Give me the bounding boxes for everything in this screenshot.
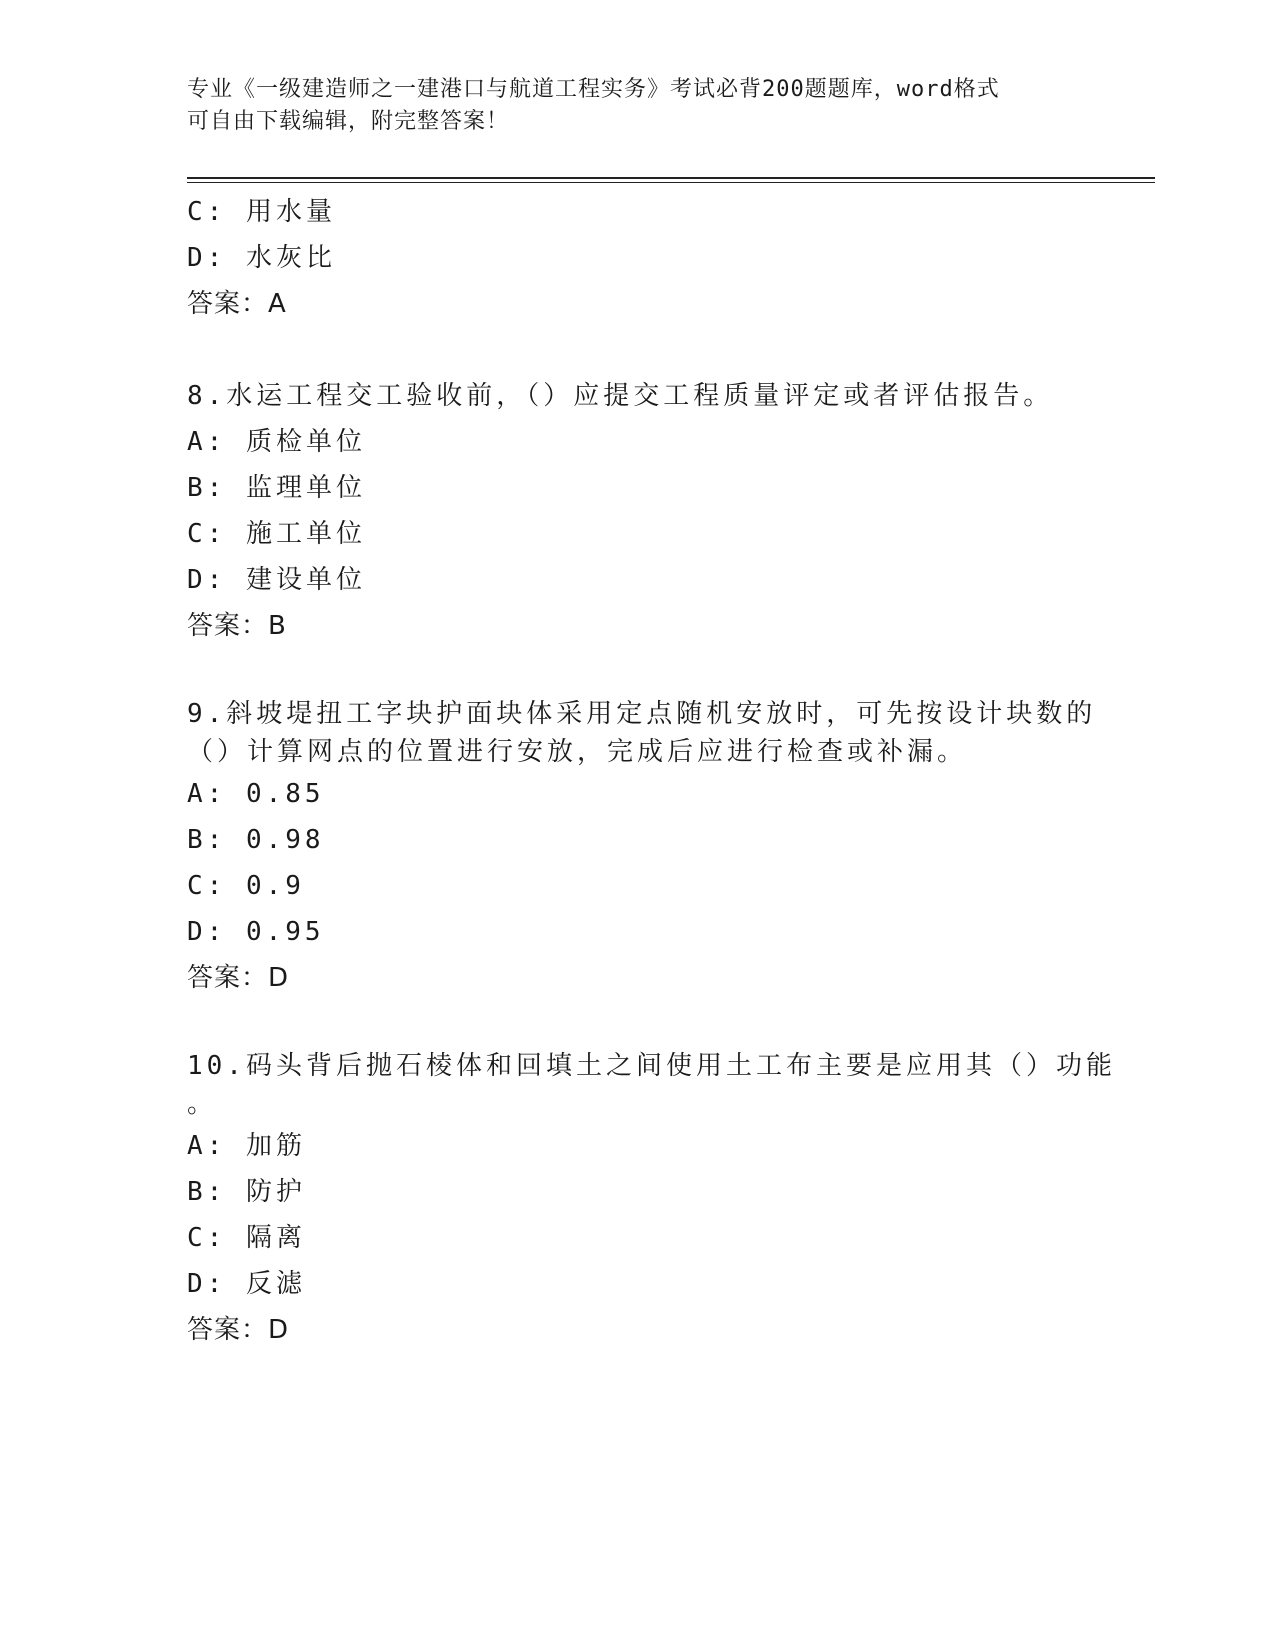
option-c: C: 0.9 [187,871,305,901]
question-7-tail [187,189,1087,327]
question-10 [187,1047,1116,1353]
question-text-line-1: 9.斜坡堤扭工字块护面块体采用定点随机安放时，可先按设计块数的 [187,699,1097,729]
option-d: D: 建设单位 [187,565,366,595]
question-text-line-2: 。 [187,1089,218,1119]
header-divider-bottom [187,182,1155,183]
option-a: A: 质检单位 [187,427,366,457]
question-text-line-2: （）计算网点的位置进行安放，完成后应进行检查或补漏。 [187,737,968,767]
answer: 答案：A [187,289,287,319]
option-b: B: 防护 [187,1177,306,1207]
question-8 [187,373,1087,649]
header-line-2: 可自由下载编辑，附完整答案！ [187,109,510,134]
question-9 [187,695,1097,1001]
answer: 答案：D [187,963,290,993]
header-divider-top [187,177,1155,179]
option-b: B: 0.98 [187,825,325,855]
option-c: C: 隔离 [187,1223,306,1253]
answer: 答案：D [187,1315,290,1345]
question-text: 8.水运工程交工验收前，（）应提交工程质量评定或者评估报告。 [187,381,1054,411]
option-c: C: 施工单位 [187,519,366,549]
option-a: A: 加筋 [187,1131,306,1161]
question-text-line-1: 10.码头背后抛石棱体和回填土之间使用土工布主要是应用其（）功能 [187,1051,1116,1081]
option-d: D: 0.95 [187,917,325,947]
option-b: B: 监理单位 [187,473,366,503]
answer: 答案：B [187,611,287,641]
option-d: D: 水灰比 [187,243,336,273]
option-a: A: 0.85 [187,779,325,809]
document-header [187,74,1087,138]
option-d: D: 反滤 [187,1269,306,1299]
option-c: C: 用水量 [187,197,336,227]
question-list [187,189,1116,1353]
header-line-1: 专业《一级建造师之一建港口与航道工程实务》考试必背200题题库，word格式 [187,77,1000,102]
